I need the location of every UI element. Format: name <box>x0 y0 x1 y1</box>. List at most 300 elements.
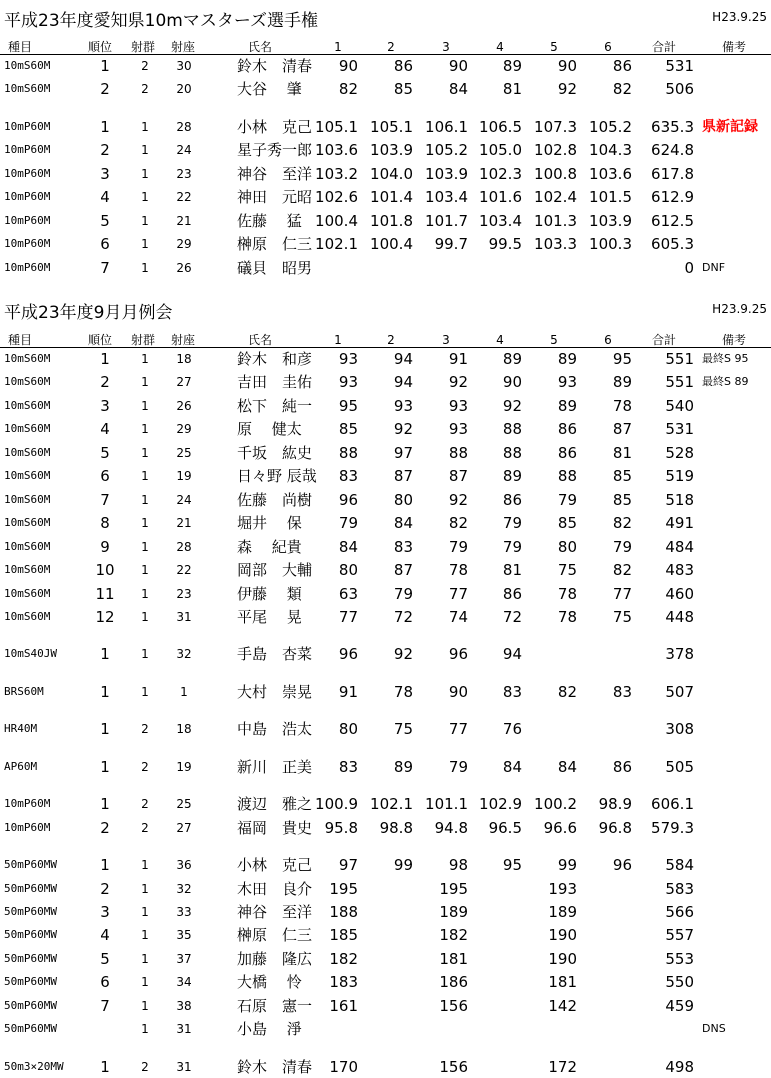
header-cell: 備考 <box>721 333 747 347</box>
event-cell: 10mS60M <box>4 563 51 577</box>
score-cell: 80 <box>393 490 413 509</box>
header-cell: 射群 <box>130 333 156 347</box>
seat-cell: 1 <box>180 684 188 699</box>
group-cell: 2 <box>141 759 149 774</box>
event-cell: 50mP60MW <box>4 858 57 872</box>
header-cell: 1 <box>334 40 342 54</box>
seat-cell: 21 <box>176 516 192 531</box>
score-cell: 101.7 <box>425 211 468 230</box>
name-cell: 原 健太 <box>237 420 302 439</box>
score-cell: 102.3 <box>479 164 522 183</box>
table-row <box>0 995 771 1017</box>
event-cell: 10mS60M <box>4 352 51 365</box>
note-cell: DNS <box>702 1022 726 1036</box>
rank-cell: 5 <box>100 211 110 230</box>
score-cell: 103.6 <box>589 164 632 183</box>
score-cell: 102.4 <box>534 188 577 207</box>
total-cell: 491 <box>665 514 694 533</box>
rank-cell: 1 <box>100 795 110 814</box>
score-cell: 76 <box>502 720 522 739</box>
rank-cell: 6 <box>100 235 110 254</box>
rank-cell: 3 <box>100 396 110 415</box>
group-cell: 2 <box>141 1059 149 1074</box>
group-cell: 1 <box>141 563 149 578</box>
event-cell: 50m3×20MW <box>4 1059 64 1073</box>
seat-cell: 37 <box>176 951 192 966</box>
score-cell: 90 <box>502 373 522 392</box>
seat-cell: 29 <box>176 422 192 437</box>
score-cell: 79 <box>448 757 468 776</box>
score-cell: 85 <box>612 490 632 509</box>
score-cell: 80 <box>338 561 358 580</box>
score-cell: 89 <box>502 350 522 368</box>
rank-cell: 2 <box>100 80 110 99</box>
score-cell: 72 <box>502 607 522 626</box>
score-cell: 107.3 <box>534 117 577 136</box>
event-cell: 10mS60M <box>4 82 51 96</box>
seat-cell: 31 <box>176 1059 192 1074</box>
score-cell: 82 <box>448 514 468 533</box>
seat-cell: 28 <box>176 119 192 134</box>
table-row <box>0 418 771 440</box>
score-cell: 83 <box>338 757 358 776</box>
rank-cell: 4 <box>100 926 110 945</box>
group-cell: 1 <box>141 190 149 205</box>
rank-cell: 4 <box>100 420 110 439</box>
rank-cell: 3 <box>100 164 110 183</box>
score-cell: 77 <box>448 584 468 603</box>
header-cell: 射座 <box>170 333 196 347</box>
score-cell: 99.7 <box>434 235 468 254</box>
section-date: H23.9.25 <box>712 302 767 316</box>
name-cell: 神谷 至洋 <box>237 903 313 921</box>
name-cell: 鈴木 清春 <box>237 57 313 75</box>
score-cell: 103.4 <box>425 188 468 207</box>
group-cell: 1 <box>141 684 149 699</box>
score-cell: 99.5 <box>488 235 522 254</box>
score-cell: 104.0 <box>370 164 413 183</box>
score-cell: 92 <box>557 80 577 99</box>
table-row <box>0 512 771 534</box>
rank-cell: 6 <box>100 973 110 992</box>
score-cell: 91 <box>448 350 468 368</box>
section-date: H23.9.25 <box>712 10 767 24</box>
rank-cell: 6 <box>100 467 110 486</box>
score-cell: 99 <box>393 856 413 875</box>
group-cell: 1 <box>141 1022 149 1037</box>
score-cell: 97 <box>393 443 413 462</box>
score-cell: 88 <box>502 443 522 462</box>
total-cell: 460 <box>665 584 694 603</box>
rank-cell: 5 <box>100 443 110 462</box>
name-cell: 森 紀貴 <box>237 537 302 556</box>
score-cell: 156 <box>439 996 468 1015</box>
score-cell: 79 <box>612 537 632 556</box>
name-cell: 榊原 仁三 <box>237 235 313 254</box>
group-cell: 1 <box>141 445 149 460</box>
table-row <box>0 257 771 279</box>
score-cell: 100.4 <box>370 235 413 254</box>
total-cell: 584 <box>665 856 694 875</box>
score-cell: 103.3 <box>534 235 577 254</box>
score-cell: 87 <box>393 561 413 580</box>
seat-cell: 21 <box>176 213 192 228</box>
seat-cell: 36 <box>176 858 192 873</box>
score-cell: 82 <box>338 80 358 99</box>
note-cell: 最終S 95 <box>702 352 749 365</box>
score-cell: 101.1 <box>425 795 468 814</box>
rank-cell: 1 <box>100 117 110 136</box>
rank-cell: 12 <box>95 607 115 626</box>
rank-cell: 1 <box>100 757 110 776</box>
table-row <box>0 210 771 232</box>
event-cell: 10mS60M <box>4 469 51 483</box>
note-cell: 最終S 89 <box>702 375 749 389</box>
seat-cell: 27 <box>176 375 192 390</box>
score-cell: 95.8 <box>324 818 358 837</box>
group-cell: 1 <box>141 905 149 919</box>
total-cell: 484 <box>665 537 694 556</box>
total-cell: 579.3 <box>651 818 694 837</box>
score-cell: 79 <box>393 584 413 603</box>
note-cell: DNF <box>702 260 726 274</box>
event-cell: 50mP60MW <box>4 928 57 942</box>
section-title: 平成23年度愛知県10mマスターズ選手権 <box>4 11 318 31</box>
score-cell: 74 <box>448 607 468 626</box>
score-cell: 89 <box>557 350 577 368</box>
score-cell: 101.3 <box>534 211 577 230</box>
rank-cell: 2 <box>100 373 110 392</box>
section-title: 平成23年度9月月例会 <box>4 303 173 323</box>
rank-cell: 1 <box>100 682 110 701</box>
score-cell: 104.3 <box>589 141 632 160</box>
score-cell: 78 <box>557 607 577 626</box>
event-cell: BRS60M <box>4 684 44 698</box>
score-cell: 88 <box>502 420 522 439</box>
table-row <box>0 643 771 665</box>
event-cell: 50mP60MW <box>4 951 57 965</box>
score-cell: 78 <box>448 561 468 580</box>
name-cell: 日々野 辰哉 <box>237 467 317 486</box>
group-cell: 1 <box>141 260 149 275</box>
name-cell: 星子秀一郎 <box>237 141 313 160</box>
score-cell: 101.4 <box>370 188 413 207</box>
score-cell: 63 <box>338 584 358 603</box>
score-cell: 72 <box>393 607 413 626</box>
group-cell: 1 <box>141 998 149 1013</box>
rank-cell: 1 <box>100 57 110 75</box>
event-cell: 10mP60M <box>4 190 51 204</box>
table-row <box>0 465 771 487</box>
rank-cell: 7 <box>100 490 110 509</box>
group-cell: 1 <box>141 469 149 484</box>
event-cell: 50mP60MW <box>4 881 57 895</box>
event-cell: HR40M <box>4 722 38 736</box>
score-cell: 84 <box>448 80 468 99</box>
score-cell: 161 <box>329 996 358 1015</box>
score-cell: 103.2 <box>315 164 358 183</box>
score-cell: 79 <box>502 514 522 533</box>
score-cell: 98.8 <box>379 818 413 837</box>
group-cell: 1 <box>141 928 149 943</box>
score-cell: 85 <box>612 467 632 486</box>
score-cell: 93 <box>338 350 358 368</box>
score-cell: 89 <box>557 396 577 415</box>
header-cell: 1 <box>334 333 342 347</box>
group-cell: 2 <box>141 820 149 835</box>
score-cell: 98 <box>448 856 468 875</box>
event-cell: 10mS60M <box>4 445 51 459</box>
table-row <box>0 442 771 464</box>
table-header <box>0 40 771 54</box>
table-row <box>0 186 771 208</box>
group-cell: 1 <box>141 858 149 873</box>
group-cell: 2 <box>141 59 149 73</box>
header-cell: 射群 <box>130 40 156 54</box>
group-cell: 1 <box>141 422 149 437</box>
seat-cell: 23 <box>176 166 192 181</box>
score-cell: 77 <box>338 607 358 626</box>
header-cell: 4 <box>496 40 504 54</box>
name-cell: 大村 崇晃 <box>237 682 313 701</box>
note-cell: 県新記録 <box>702 118 758 135</box>
rank-cell: 2 <box>100 879 110 898</box>
table-row <box>0 924 771 946</box>
total-cell: 531 <box>665 420 694 439</box>
group-cell: 1 <box>141 213 149 228</box>
name-cell: 小林 克己 <box>237 856 313 875</box>
total-cell: 459 <box>665 996 694 1015</box>
table-row <box>0 817 771 839</box>
event-cell: 10mS60M <box>4 59 51 72</box>
name-cell: 大谷 肇 <box>237 80 302 99</box>
score-cell: 195 <box>329 879 358 898</box>
score-cell: 86 <box>612 57 632 75</box>
score-cell: 101.5 <box>589 188 632 207</box>
total-cell: 519 <box>665 467 694 486</box>
score-cell: 142 <box>548 996 577 1015</box>
rank-cell: 11 <box>95 584 115 603</box>
group-cell: 1 <box>141 237 149 252</box>
score-cell: 105.0 <box>479 141 522 160</box>
total-cell: 553 <box>665 949 694 968</box>
rank-cell: 10 <box>95 561 115 580</box>
total-cell: 483 <box>665 561 694 580</box>
score-cell: 101.6 <box>479 188 522 207</box>
total-cell: 378 <box>665 645 694 664</box>
group-cell: 1 <box>141 609 149 624</box>
header-cell: 種目 <box>7 40 33 54</box>
score-cell: 100.8 <box>534 164 577 183</box>
score-cell: 94.8 <box>434 818 468 837</box>
total-cell: 557 <box>665 926 694 945</box>
rank-cell: 1 <box>100 856 110 875</box>
name-cell: 伊藤 類 <box>237 584 302 603</box>
score-cell: 75 <box>557 561 577 580</box>
score-cell: 78 <box>557 584 577 603</box>
score-cell: 185 <box>329 926 358 945</box>
total-cell: 635.3 <box>651 117 694 136</box>
score-cell: 82 <box>612 561 632 580</box>
score-cell: 181 <box>439 949 468 968</box>
seat-cell: 32 <box>176 647 192 662</box>
event-cell: 10mP60M <box>4 237 51 251</box>
score-cell: 102.9 <box>479 795 522 814</box>
group-cell: 1 <box>141 375 149 390</box>
score-cell: 103.4 <box>479 211 522 230</box>
seat-cell: 24 <box>176 492 192 507</box>
name-cell: 鈴木 和彦 <box>237 350 313 368</box>
name-cell: 加藤 隆広 <box>237 949 313 968</box>
header-cell: 3 <box>442 333 450 347</box>
header-cell: 5 <box>550 333 558 347</box>
score-cell: 93 <box>448 396 468 415</box>
event-cell: 10mP60M <box>4 820 51 834</box>
name-cell: 佐藤 尚樹 <box>237 490 313 509</box>
name-cell: 神田 元昭 <box>237 188 313 207</box>
name-cell: 福岡 貴史 <box>237 818 313 837</box>
name-cell: 神谷 至洋 <box>237 164 313 183</box>
table-row <box>0 395 771 417</box>
score-cell: 81 <box>502 561 522 580</box>
score-cell: 99 <box>557 856 577 875</box>
total-cell: 605.3 <box>651 235 694 254</box>
table-row <box>0 371 771 393</box>
seat-cell: 20 <box>176 82 192 97</box>
score-cell: 96.6 <box>543 818 577 837</box>
total-cell: 448 <box>665 607 694 626</box>
seat-cell: 28 <box>176 539 192 554</box>
header-cell: 2 <box>387 40 395 54</box>
score-cell: 87 <box>612 420 632 439</box>
event-cell: 10mS60M <box>4 539 51 553</box>
score-cell: 86 <box>502 490 522 509</box>
score-cell: 75 <box>612 607 632 626</box>
score-cell: 85 <box>393 80 413 99</box>
score-cell: 88 <box>448 443 468 462</box>
score-cell: 93 <box>448 420 468 439</box>
total-cell: 551 <box>665 350 694 368</box>
total-cell: 308 <box>665 720 694 739</box>
seat-cell: 27 <box>176 820 192 835</box>
seat-cell: 29 <box>176 237 192 252</box>
event-cell: 10mP60M <box>4 166 51 180</box>
group-cell: 2 <box>141 722 149 737</box>
rank-cell: 1 <box>100 720 110 739</box>
score-cell: 106.5 <box>479 117 522 136</box>
score-cell: 96.5 <box>488 818 522 837</box>
score-cell: 79 <box>557 490 577 509</box>
seat-cell: 33 <box>176 905 192 919</box>
total-cell: 0 <box>684 258 694 277</box>
header-cell: 氏名 <box>247 40 273 54</box>
table-row <box>0 681 771 703</box>
score-cell: 102.6 <box>315 188 358 207</box>
score-cell: 193 <box>548 879 577 898</box>
score-cell: 78 <box>393 682 413 701</box>
seat-cell: 19 <box>176 469 192 484</box>
header-cell: 種目 <box>7 333 33 347</box>
header-cell: 6 <box>604 40 612 54</box>
rank-cell: 2 <box>100 818 110 837</box>
event-cell: 10mS60M <box>4 586 51 600</box>
total-cell: 617.8 <box>651 164 694 183</box>
event-cell: 50mP60MW <box>4 905 57 918</box>
total-cell: 518 <box>665 490 694 509</box>
name-cell: 新川 正美 <box>237 757 313 776</box>
seat-cell: 24 <box>176 143 192 158</box>
score-cell: 94 <box>393 373 413 392</box>
score-cell: 170 <box>329 1057 358 1076</box>
group-cell: 1 <box>141 352 149 366</box>
group-cell: 1 <box>141 539 149 554</box>
score-cell: 106.1 <box>425 117 468 136</box>
score-cell: 100.9 <box>315 795 358 814</box>
score-cell: 77 <box>612 584 632 603</box>
table-row <box>0 233 771 255</box>
table-row <box>0 489 771 511</box>
seat-cell: 18 <box>176 352 192 366</box>
score-cell: 100.4 <box>315 211 358 230</box>
score-cell: 102.1 <box>315 235 358 254</box>
score-cell: 92 <box>393 420 413 439</box>
total-cell: 624.8 <box>651 141 694 160</box>
score-cell: 82 <box>557 682 577 701</box>
table-row <box>0 948 771 970</box>
rank-cell: 1 <box>100 1057 110 1076</box>
score-cell: 84 <box>502 757 522 776</box>
score-cell: 190 <box>548 926 577 945</box>
header-cell: 4 <box>496 333 504 347</box>
score-cell: 156 <box>439 1057 468 1076</box>
event-cell: 10mP60M <box>4 213 51 227</box>
score-cell: 86 <box>557 443 577 462</box>
table-row <box>0 606 771 628</box>
score-cell: 103.9 <box>370 141 413 160</box>
seat-cell: 34 <box>176 975 192 990</box>
score-cell: 89 <box>502 467 522 486</box>
name-cell: 小林 克己 <box>237 117 313 136</box>
score-cell: 195 <box>439 879 468 898</box>
name-cell: 手島 杏菜 <box>237 645 313 664</box>
group-cell: 2 <box>141 797 149 812</box>
score-cell: 80 <box>557 537 577 556</box>
event-cell: 50mP60MW <box>4 1022 57 1036</box>
table-row <box>0 1056 771 1078</box>
table-row <box>0 116 771 138</box>
event-cell: 10mS60M <box>4 609 51 623</box>
table-row <box>0 1018 771 1040</box>
seat-cell: 31 <box>176 1022 192 1037</box>
score-cell: 81 <box>612 443 632 462</box>
seat-cell: 26 <box>176 260 192 275</box>
score-cell: 87 <box>448 467 468 486</box>
group-cell: 1 <box>141 398 149 413</box>
name-cell: 木田 良介 <box>237 879 313 898</box>
score-cell: 86 <box>612 757 632 776</box>
score-cell: 90 <box>338 57 358 75</box>
seat-cell: 31 <box>176 609 192 624</box>
seat-cell: 25 <box>176 797 192 812</box>
total-cell: 531 <box>665 57 694 75</box>
score-cell: 83 <box>393 537 413 556</box>
header-cell: 氏名 <box>247 333 273 347</box>
name-cell: 佐藤 猛 <box>237 211 302 230</box>
group-cell: 1 <box>141 143 149 158</box>
name-cell: 大橋 怜 <box>237 973 302 992</box>
event-cell: 10mP60M <box>4 143 51 157</box>
score-cell: 79 <box>448 537 468 556</box>
